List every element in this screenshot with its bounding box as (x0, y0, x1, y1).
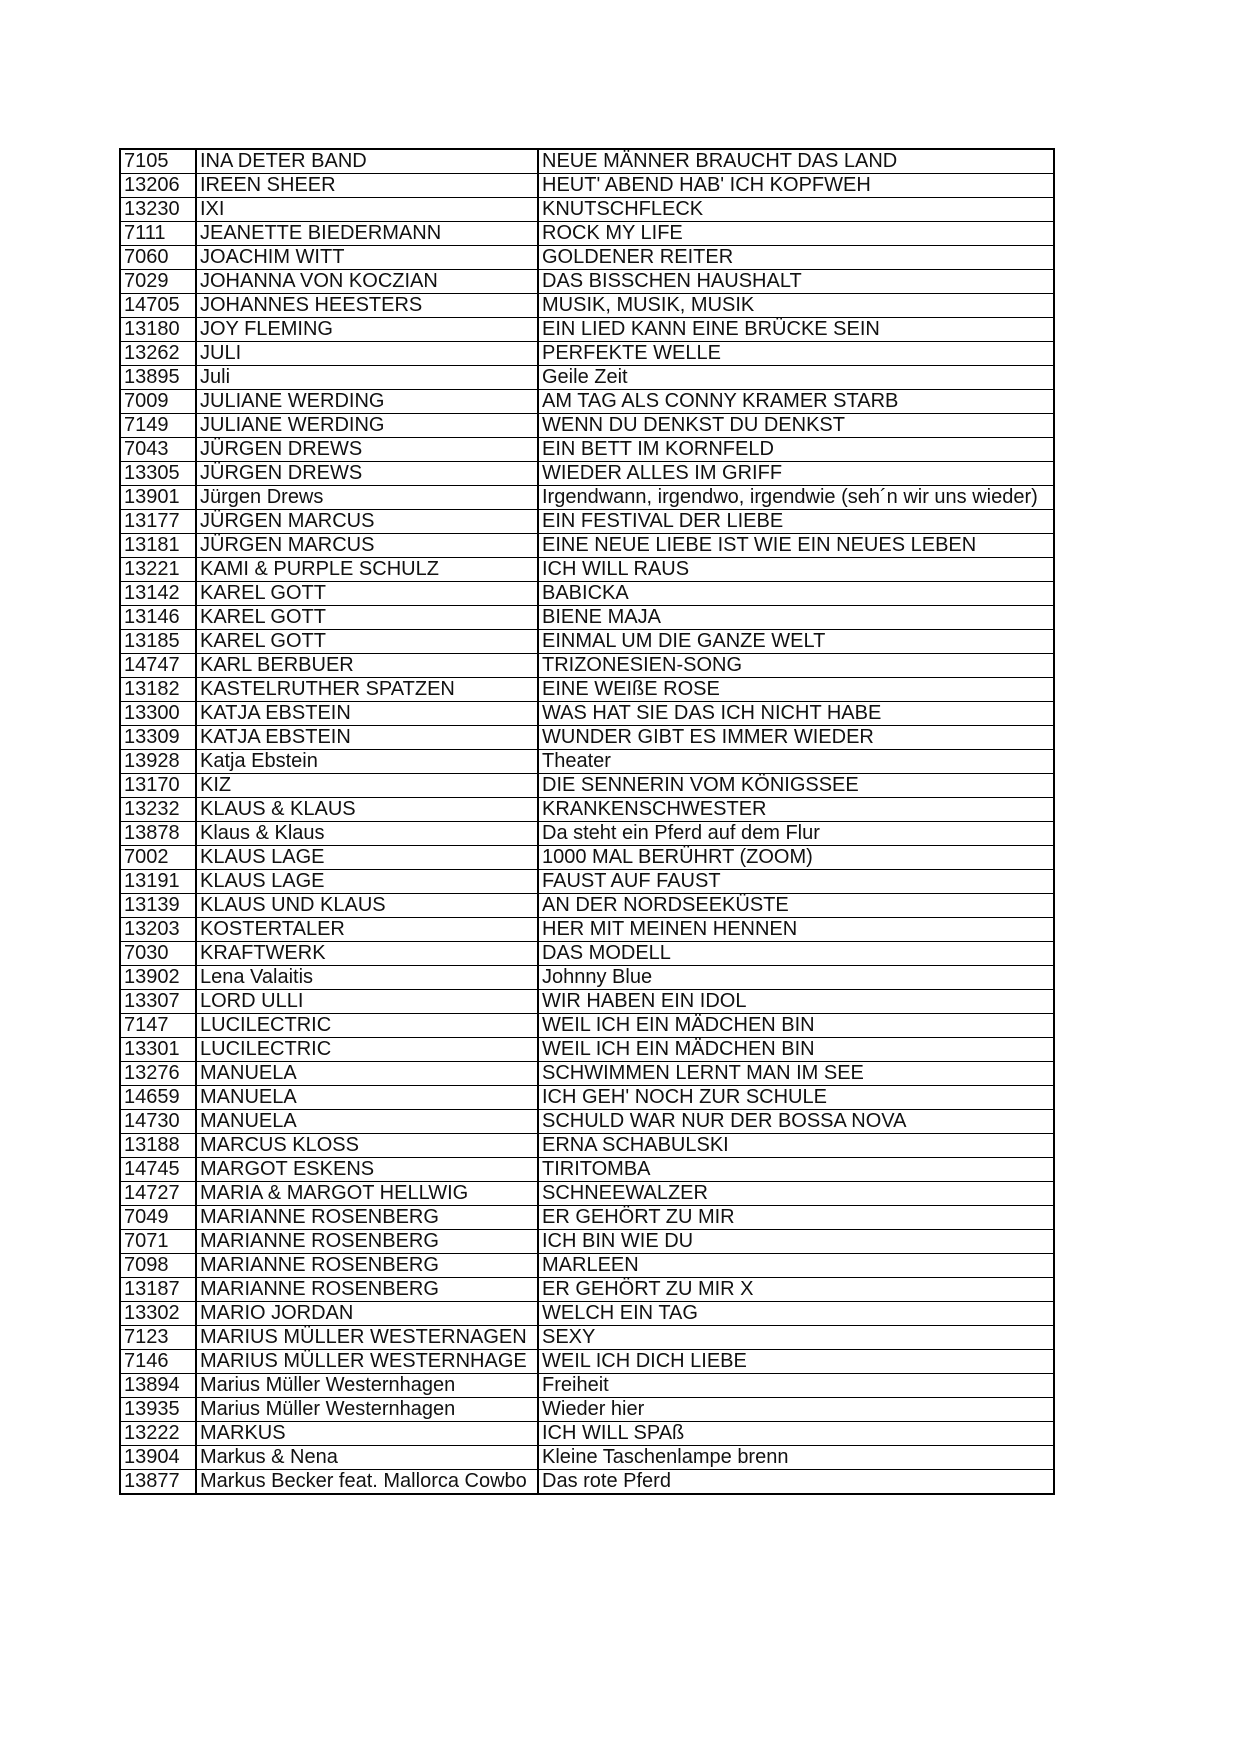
artist-cell: KLAUS LAGE (196, 870, 538, 894)
artist-cell: MARIA & MARGOT HELLWIG (196, 1182, 538, 1206)
song-number-cell: 13142 (120, 582, 196, 606)
table-row (120, 918, 1054, 942)
title-cell: ICH WILL SPAß (538, 1422, 1054, 1446)
artist-cell: JULIANE WERDING (196, 390, 538, 414)
title-cell: BIENE MAJA (538, 606, 1054, 630)
song-number-cell: 13230 (120, 198, 196, 222)
title-cell: WENN DU DENKST DU DENKST (538, 414, 1054, 438)
artist-cell: JÜRGEN DREWS (196, 438, 538, 462)
artist-cell: Markus & Nena (196, 1446, 538, 1470)
artist-cell: KAREL GOTT (196, 630, 538, 654)
title-cell: Freiheit (538, 1374, 1054, 1398)
table-row (120, 1254, 1054, 1278)
song-number-cell: 7030 (120, 942, 196, 966)
song-number-cell: 7146 (120, 1350, 196, 1374)
table-row (120, 366, 1054, 390)
artist-cell: KARL BERBUER (196, 654, 538, 678)
artist-cell: JOHANNA VON KOCZIAN (196, 270, 538, 294)
title-cell: SCHNEEWALZER (538, 1182, 1054, 1206)
title-cell: ICH BIN WIE DU (538, 1230, 1054, 1254)
table-row (120, 798, 1054, 822)
artist-cell: KAREL GOTT (196, 606, 538, 630)
table-row (120, 1398, 1054, 1422)
artist-cell: KLAUS LAGE (196, 846, 538, 870)
title-cell: NEUE MÄNNER BRAUCHT DAS LAND (538, 149, 1054, 174)
artist-cell: Juli (196, 366, 538, 390)
song-number-cell: 14745 (120, 1158, 196, 1182)
title-cell: Theater (538, 750, 1054, 774)
song-number-cell: 7149 (120, 414, 196, 438)
table-row (120, 702, 1054, 726)
song-number-cell: 13300 (120, 702, 196, 726)
title-cell: KNUTSCHFLECK (538, 198, 1054, 222)
table-row (120, 774, 1054, 798)
table-row (120, 726, 1054, 750)
song-number-cell: 13902 (120, 966, 196, 990)
song-number-cell: 13146 (120, 606, 196, 630)
title-cell: Geile Zeit (538, 366, 1054, 390)
song-number-cell: 7029 (120, 270, 196, 294)
title-cell: EINMAL UM DIE GANZE WELT (538, 630, 1054, 654)
table-row (120, 1014, 1054, 1038)
song-number-cell: 13877 (120, 1470, 196, 1495)
title-cell: DIE SENNERIN VOM KÖNIGSSEE (538, 774, 1054, 798)
title-cell: Kleine Taschenlampe brenn (538, 1446, 1054, 1470)
song-number-cell: 7105 (120, 149, 196, 174)
table-row (120, 390, 1054, 414)
table-row (120, 678, 1054, 702)
artist-cell: JULIANE WERDING (196, 414, 538, 438)
table-row (120, 1230, 1054, 1254)
title-cell: DAS MODELL (538, 942, 1054, 966)
artist-cell: KAMI & PURPLE SCHULZ (196, 558, 538, 582)
artist-cell: MARKUS (196, 1422, 538, 1446)
title-cell: AM TAG ALS CONNY KRAMER STARB (538, 390, 1054, 414)
song-number-cell: 7071 (120, 1230, 196, 1254)
title-cell: Wieder hier (538, 1398, 1054, 1422)
title-cell: Das rote Pferd (538, 1470, 1054, 1495)
title-cell: WEIL ICH EIN MÄDCHEN BIN (538, 1014, 1054, 1038)
song-number-cell: 13262 (120, 342, 196, 366)
artist-cell: KLAUS & KLAUS (196, 798, 538, 822)
song-number-cell: 7123 (120, 1326, 196, 1350)
table-row (120, 342, 1054, 366)
title-cell: WUNDER GIBT ES IMMER WIEDER (538, 726, 1054, 750)
table-row (120, 582, 1054, 606)
table-row (120, 1038, 1054, 1062)
title-cell: ERNA SCHABULSKI (538, 1134, 1054, 1158)
title-cell: SCHWIMMEN LERNT MAN IM SEE (538, 1062, 1054, 1086)
table-row (120, 1302, 1054, 1326)
artist-cell: Katja Ebstein (196, 750, 538, 774)
table-row (120, 894, 1054, 918)
table-row (120, 1326, 1054, 1350)
song-number-cell: 7009 (120, 390, 196, 414)
artist-cell: Jürgen Drews (196, 486, 538, 510)
song-number-cell: 13180 (120, 318, 196, 342)
song-number-cell: 13309 (120, 726, 196, 750)
artist-cell: Marius Müller Westernhagen (196, 1398, 538, 1422)
artist-cell: JOACHIM WITT (196, 246, 538, 270)
title-cell: HEUT' ABEND HAB' ICH KOPFWEH (538, 174, 1054, 198)
song-number-cell: 13878 (120, 822, 196, 846)
song-number-cell: 13276 (120, 1062, 196, 1086)
artist-cell: JOY FLEMING (196, 318, 538, 342)
artist-cell: LORD ULLI (196, 990, 538, 1014)
artist-cell: MARIUS MÜLLER WESTERNAGEN (196, 1326, 538, 1350)
song-number-cell: 14730 (120, 1110, 196, 1134)
artist-cell: MANUELA (196, 1062, 538, 1086)
artist-cell: MARIO JORDAN (196, 1302, 538, 1326)
song-number-cell: 13185 (120, 630, 196, 654)
table-row (120, 1134, 1054, 1158)
title-cell: HER MIT MEINEN HENNEN (538, 918, 1054, 942)
table-row (120, 1206, 1054, 1230)
song-number-cell: 14705 (120, 294, 196, 318)
artist-cell: MARIANNE ROSENBERG (196, 1206, 538, 1230)
title-cell: MARLEEN (538, 1254, 1054, 1278)
title-cell: Da steht ein Pferd auf dem Flur (538, 822, 1054, 846)
table-row (120, 1446, 1054, 1470)
table-row (120, 990, 1054, 1014)
table-row (120, 222, 1054, 246)
artist-cell: Markus Becker feat. Mallorca Cowbo (196, 1470, 538, 1495)
song-number-cell: 7098 (120, 1254, 196, 1278)
artist-cell: MARIANNE ROSENBERG (196, 1230, 538, 1254)
song-number-cell: 7147 (120, 1014, 196, 1038)
song-number-cell: 13203 (120, 918, 196, 942)
artist-cell: MARCUS KLOSS (196, 1134, 538, 1158)
title-cell: WELCH EIN TAG (538, 1302, 1054, 1326)
table-row (120, 149, 1054, 174)
table-row (120, 558, 1054, 582)
title-cell: FAUST AUF FAUST (538, 870, 1054, 894)
artist-cell: KLAUS UND KLAUS (196, 894, 538, 918)
title-cell: ROCK MY LIFE (538, 222, 1054, 246)
table-row (120, 1374, 1054, 1398)
title-cell: WEIL ICH DICH LIEBE (538, 1350, 1054, 1374)
table-row (120, 198, 1054, 222)
song-number-cell: 7049 (120, 1206, 196, 1230)
title-cell: DAS BISSCHEN HAUSHALT (538, 270, 1054, 294)
table-row (120, 654, 1054, 678)
table-row (120, 534, 1054, 558)
artist-cell: IXI (196, 198, 538, 222)
song-table (119, 148, 1055, 1495)
artist-cell: KRAFTWERK (196, 942, 538, 966)
title-cell: WAS HAT SIE DAS ICH NICHT HABE (538, 702, 1054, 726)
song-number-cell: 7002 (120, 846, 196, 870)
song-number-cell: 13182 (120, 678, 196, 702)
title-cell: EIN LIED KANN EINE BRÜCKE SEIN (538, 318, 1054, 342)
table-row (120, 1182, 1054, 1206)
artist-cell: Lena Valaitis (196, 966, 538, 990)
song-number-cell: 13305 (120, 462, 196, 486)
title-cell: SEXY (538, 1326, 1054, 1350)
song-number-cell: 13222 (120, 1422, 196, 1446)
table-row (120, 942, 1054, 966)
title-cell: 1000 MAL BERÜHRT (ZOOM) (538, 846, 1054, 870)
table-row (120, 318, 1054, 342)
artist-cell: KATJA EBSTEIN (196, 726, 538, 750)
song-number-cell: 13928 (120, 750, 196, 774)
table-row (120, 246, 1054, 270)
title-cell: WIEDER ALLES IM GRIFF (538, 462, 1054, 486)
song-number-cell: 14727 (120, 1182, 196, 1206)
song-table-body (120, 149, 1054, 1494)
song-number-cell: 13188 (120, 1134, 196, 1158)
table-row (120, 606, 1054, 630)
title-cell: TIRITOMBA (538, 1158, 1054, 1182)
table-row (120, 846, 1054, 870)
title-cell: Irgendwann, irgendwo, irgendwie (seh´n wir uns wieder) (538, 486, 1054, 510)
title-cell: BABICKA (538, 582, 1054, 606)
table-row (120, 1110, 1054, 1134)
table-row (120, 750, 1054, 774)
song-number-cell: 13301 (120, 1038, 196, 1062)
song-number-cell: 13177 (120, 510, 196, 534)
artist-cell: MARIUS MÜLLER WESTERNHAGE (196, 1350, 538, 1374)
artist-cell: JOHANNES HEESTERS (196, 294, 538, 318)
song-number-cell: 13221 (120, 558, 196, 582)
artist-cell: LUCILECTRIC (196, 1038, 538, 1062)
title-cell: EIN FESTIVAL DER LIEBE (538, 510, 1054, 534)
title-cell: Johnny Blue (538, 966, 1054, 990)
title-cell: AN DER NORDSEEKÜSTE (538, 894, 1054, 918)
artist-cell: JEANETTE BIEDERMANN (196, 222, 538, 246)
table-row (120, 1062, 1054, 1086)
song-number-cell: 13894 (120, 1374, 196, 1398)
artist-cell: Klaus & Klaus (196, 822, 538, 846)
song-number-cell: 13904 (120, 1446, 196, 1470)
song-number-cell: 14747 (120, 654, 196, 678)
artist-cell: KASTELRUTHER SPATZEN (196, 678, 538, 702)
table-row (120, 1278, 1054, 1302)
artist-cell: MARIANNE ROSENBERG (196, 1278, 538, 1302)
title-cell: TRIZONESIEN-SONG (538, 654, 1054, 678)
table-row (120, 294, 1054, 318)
title-cell: WEIL ICH EIN MÄDCHEN BIN (538, 1038, 1054, 1062)
artist-cell: Marius Müller Westernhagen (196, 1374, 538, 1398)
artist-cell: JULI (196, 342, 538, 366)
title-cell: ICH GEH' NOCH ZUR SCHULE (538, 1086, 1054, 1110)
song-number-cell: 13206 (120, 174, 196, 198)
artist-cell: KIZ (196, 774, 538, 798)
table-row (120, 1422, 1054, 1446)
table-row (120, 1470, 1054, 1495)
song-number-cell: 13935 (120, 1398, 196, 1422)
song-number-cell: 7060 (120, 246, 196, 270)
title-cell: ER GEHÖRT ZU MIR (538, 1206, 1054, 1230)
artist-cell: KATJA EBSTEIN (196, 702, 538, 726)
song-number-cell: 13191 (120, 870, 196, 894)
title-cell: ER GEHÖRT ZU MIR X (538, 1278, 1054, 1302)
table-row (120, 966, 1054, 990)
artist-cell: JÜRGEN DREWS (196, 462, 538, 486)
song-number-cell: 13302 (120, 1302, 196, 1326)
artist-cell: LUCILECTRIC (196, 1014, 538, 1038)
table-row (120, 270, 1054, 294)
title-cell: GOLDENER REITER (538, 246, 1054, 270)
table-row (120, 414, 1054, 438)
table-row (120, 1350, 1054, 1374)
table-row (120, 510, 1054, 534)
artist-cell: KAREL GOTT (196, 582, 538, 606)
song-number-cell: 13232 (120, 798, 196, 822)
song-number-cell: 14659 (120, 1086, 196, 1110)
artist-cell: MARIANNE ROSENBERG (196, 1254, 538, 1278)
song-number-cell: 13901 (120, 486, 196, 510)
title-cell: SCHULD WAR NUR DER BOSSA NOVA (538, 1110, 1054, 1134)
song-number-cell: 13139 (120, 894, 196, 918)
song-number-cell: 7043 (120, 438, 196, 462)
artist-cell: MANUELA (196, 1110, 538, 1134)
table-row (120, 630, 1054, 654)
table-row (120, 1086, 1054, 1110)
song-number-cell: 13170 (120, 774, 196, 798)
table-row (120, 462, 1054, 486)
title-cell: EIN BETT IM KORNFELD (538, 438, 1054, 462)
song-number-cell: 13307 (120, 990, 196, 1014)
song-number-cell: 13187 (120, 1278, 196, 1302)
table-row (120, 438, 1054, 462)
title-cell: PERFEKTE WELLE (538, 342, 1054, 366)
artist-cell: INA DETER BAND (196, 149, 538, 174)
artist-cell: KOSTERTALER (196, 918, 538, 942)
song-number-cell: 7111 (120, 222, 196, 246)
title-cell: ICH WILL RAUS (538, 558, 1054, 582)
artist-cell: MANUELA (196, 1086, 538, 1110)
title-cell: WIR HABEN EIN IDOL (538, 990, 1054, 1014)
song-number-cell: 13895 (120, 366, 196, 390)
table-row (120, 486, 1054, 510)
title-cell: EINE WEIßE ROSE (538, 678, 1054, 702)
title-cell: KRANKENSCHWESTER (538, 798, 1054, 822)
artist-cell: JÜRGEN MARCUS (196, 510, 538, 534)
table-row (120, 870, 1054, 894)
table-row (120, 822, 1054, 846)
title-cell: MUSIK, MUSIK, MUSIK (538, 294, 1054, 318)
title-cell: EINE NEUE LIEBE IST WIE EIN NEUES LEBEN (538, 534, 1054, 558)
artist-cell: IREEN SHEER (196, 174, 538, 198)
artist-cell: MARGOT ESKENS (196, 1158, 538, 1182)
artist-cell: JÜRGEN MARCUS (196, 534, 538, 558)
table-row (120, 174, 1054, 198)
table-row (120, 1158, 1054, 1182)
song-number-cell: 13181 (120, 534, 196, 558)
